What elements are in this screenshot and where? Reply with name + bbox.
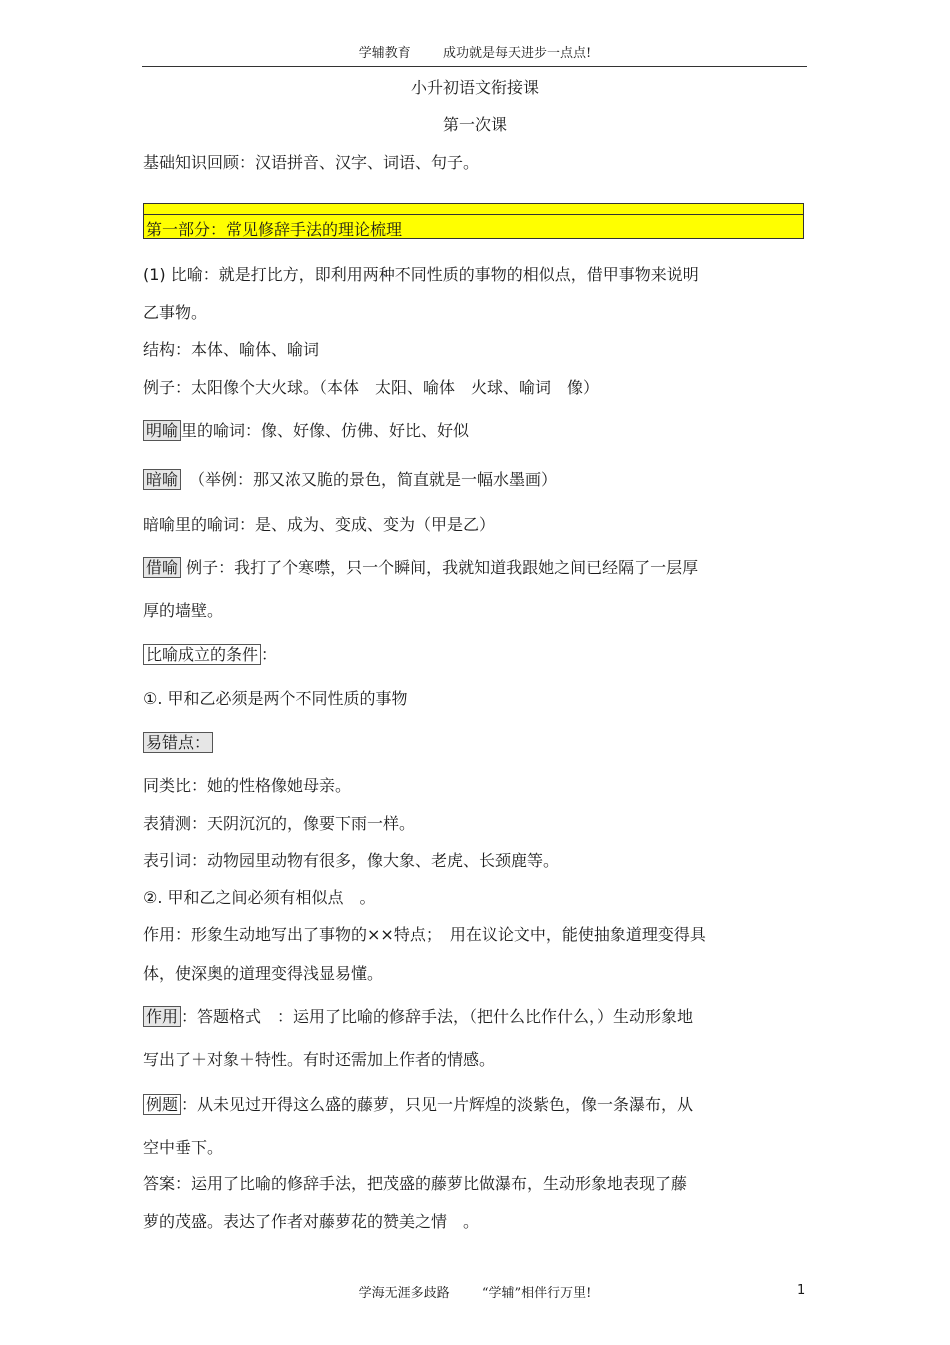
pitfall-two: 表猜测：天阴沉沉的，像要下雨一样。 [143, 814, 416, 833]
answer-line-cont: 萝的茂盛。表达了作者对藤萝花的赞美之情 。 [143, 1212, 480, 1231]
highlight-top-rule [144, 214, 803, 215]
answer-format-text: ：答题格式 ：运用了比喻的修辞手法，（把什么比作什么，）生动形象地 [181, 1007, 694, 1026]
borrowed-line [143, 555, 698, 578]
footer-left: 学海无涯多歧路 [358, 1286, 450, 1301]
conditions-tag: 比喻成立的条件 [143, 644, 261, 665]
intro-line: 基础知识回顾：汉语拼音、汉字、词语、句子。 [143, 153, 480, 172]
header-left: 学辅教育 [358, 46, 411, 61]
borrowed-text: 例子：我打了个寒噤，只一个瞬间，我就知道我跟她之间已经隔了一层厚 [186, 558, 699, 577]
answer-format-cont: 写出了＋对象＋特性。有时还需加上作者的情感。 [143, 1050, 496, 1069]
implicit-tag: 暗喻 [143, 469, 181, 490]
section-highlight [143, 203, 804, 239]
metaphor-definition: (1) 比喻：就是打比方，即利用两种不同性质的事物的相似点，借甲事物来说明 [143, 265, 699, 284]
exercise-tag: 例题 [143, 1094, 181, 1115]
effect-line: 作用：形象生动地写出了事物的××特点； 用在议论文中，能使抽象道理变得具 [143, 925, 706, 944]
document-title: 小升初语文衔接课 [410, 78, 539, 97]
condition-one: ①. 甲和乙必须是两个不同性质的事物 [143, 689, 408, 708]
simile-text: 里的喻词：像、好像、仿佛、好比、好似 [181, 421, 470, 440]
metaphor-definition-cont: 乙事物。 [143, 303, 208, 322]
pitfall-one: 同类比：她的性格像她母亲。 [143, 776, 352, 795]
pitfall-tag: 易错点： [143, 732, 213, 753]
page-number: 1 [797, 1283, 806, 1298]
answer-format-tag: 作用 [143, 1006, 181, 1027]
page-footer [0, 1282, 950, 1301]
page-header [0, 42, 950, 61]
borrowed-tag: 借喻 [143, 557, 181, 578]
implicit-text: （举例：那又浓又脆的景色，简直就是一幅水墨画） [197, 470, 558, 489]
exercise-text: ：从未见过开得这么盛的藤萝，只见一片辉煌的淡紫色，像一条瀑布，从 [181, 1095, 694, 1114]
implicit-line [143, 467, 557, 490]
example-line: 例子：太阳像个大火球。（本体 太阳、喻体 火球、喻词 像） [143, 378, 600, 397]
pitfall-line [143, 730, 213, 753]
exercise-line [143, 1092, 693, 1115]
header-rule [142, 66, 807, 67]
answer-line: 答案：运用了比喻的修辞手法，把茂盛的藤萝比做瀑布，生动形象地表现了藤 [143, 1174, 688, 1193]
pitfall-three: 表引词：动物园里动物有很多，像大象、老虎、长颈鹿等。 [143, 851, 560, 870]
borrowed-line-cont: 厚的墙壁。 [143, 601, 224, 620]
answer-format-line [143, 1004, 693, 1027]
implicit-words-line: 暗喻里的喻词：是、成为、变成、变为（甲是乙） [143, 515, 496, 534]
header-right: 成功就是每天进步一点点! [442, 46, 592, 61]
footer-right: “学辅”相伴行万里! [481, 1286, 592, 1301]
simile-line [143, 418, 469, 441]
lesson-subtitle: 第一次课 [442, 115, 507, 134]
conditions-colon: ： [261, 645, 278, 664]
section-heading: 第一部分：常见修辞手法的理论梳理 [146, 220, 403, 239]
effect-line-cont: 体，使深奥的道理变得浅显易懂。 [143, 964, 384, 983]
condition-two: ②. 甲和乙之间必须有相似点 。 [143, 888, 376, 907]
exercise-cont: 空中垂下。 [143, 1138, 224, 1157]
simile-tag: 明喻 [143, 420, 181, 441]
structure-line: 结构：本体、喻体、喻词 [143, 340, 320, 359]
conditions-line [143, 642, 277, 665]
